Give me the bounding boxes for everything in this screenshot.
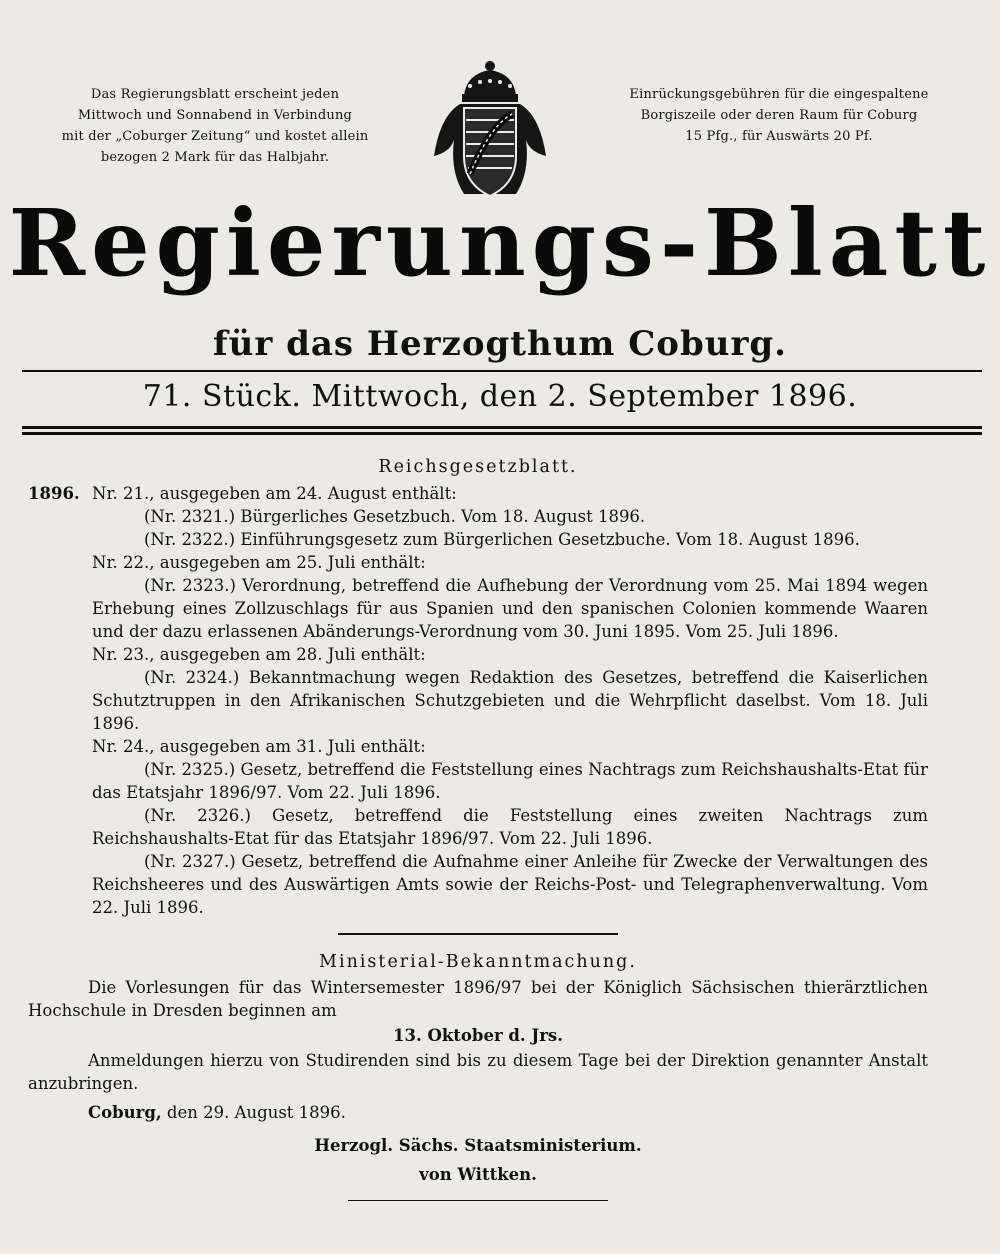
dateline xyxy=(28,1101,928,1124)
subscription-line: mit der „Coburger Zeitung“ und kostet allein xyxy=(61,129,369,144)
announcement-title: Ministerial-Bekanntmachung. xyxy=(319,951,637,972)
announcement-paragraph: Die Vorlesungen für das Wintersemester 1896/97 bei der Königlich Sächsischen thierärztlichen Hochschule in Dresden beginnen am xyxy=(28,977,928,1020)
signature-name: von Wittken. xyxy=(419,1164,537,1184)
start-date: 13. Oktober d. Jrs. xyxy=(393,1025,563,1045)
issue-line: 71. Stück. Mittwoch, den 2. September 1896. xyxy=(142,379,858,414)
header-rule xyxy=(22,370,982,372)
double-rule-top xyxy=(22,426,982,429)
dateline-date: den 29. August 1896. xyxy=(161,1102,346,1122)
law-entry: (Nr. 2321.) Bürgerliches Gesetzbuch. Vom 18. August 1896. xyxy=(144,507,646,526)
law-entry: (Nr. 2326.) Gesetz, betreffend die Feststellung eines zweiten Nachtrags zum Reichshaushalts-Etat für das Etatsjahr 1896/97. Vom 22. Juli 1896. xyxy=(92,806,928,848)
signature-office: Herzogl. Sächs. Staatsministerium. xyxy=(314,1135,642,1155)
law-entry: (Nr. 2325.) Gesetz, betreffend die Feststellung eines Nachtrags zum Reichshaushalts-Etat für das Etatsjahr 1896/97. Vom 22. Juli 1896. xyxy=(92,760,928,802)
section-title: Reichsgesetzblatt. xyxy=(378,457,578,477)
year-label: 1896. xyxy=(28,484,80,503)
issue-heading: Nr. 23., ausgegeben am 28. Juli enthält: xyxy=(92,645,426,664)
rates-line: 15 Pfg., für Auswärts 20 Pf. xyxy=(685,129,873,144)
issue-heading: Nr. 21., ausgegeben am 24. August enthält: xyxy=(92,484,457,503)
law-entry: (Nr. 2322.) Einführungsgesetz zum Bürgerlichen Gesetzbuche. Vom 18. August 1896. xyxy=(144,530,860,549)
subscription-line: bezogen 2 Mark für das Halbjahr. xyxy=(100,150,330,165)
law-entry: (Nr. 2327.) Gesetz, betreffend die Aufnahme einer Anleihe für Zwecke der Verwaltungen des Reichsheeres und des Auswärtigen Amts sowie der Reichs-Post- und Telegraphenverwaltung. Vom 22. Juli 1896. xyxy=(92,852,928,917)
subscription-line: Mittwoch und Sonnabend in Verbindung xyxy=(77,108,353,123)
double-rule-bottom xyxy=(22,432,982,435)
coat-of-arms-icon xyxy=(420,56,560,206)
announcement-paragraph: Anmeldungen hierzu von Studirenden sind bis zu diesem Tage bei der Direktion genannter Anstalt anzubringen. xyxy=(28,1050,928,1093)
law-entry: (Nr. 2324.) Bekanntmachung wegen Redaktion des Gesetzes, betreffend die Kaiserlichen Schutztruppen in den Afrikanischen Schutzgebieten und die Wehrpflicht daselbst. Vom 18. Juli 1896. xyxy=(92,668,928,733)
subscription-notice xyxy=(30,84,400,168)
rates-line: Borgiszeile oder deren Raum für Coburg xyxy=(640,108,918,123)
footer-rule xyxy=(348,1200,608,1202)
issue-heading: Nr. 24., ausgegeben am 31. Juli enthält: xyxy=(92,737,426,756)
document-body xyxy=(28,456,928,1201)
dateline-place: Coburg, xyxy=(88,1102,162,1122)
masthead-title: Regierungs-Blatt xyxy=(8,189,992,297)
masthead-subtitle: für das Herzogthum Coburg. xyxy=(212,324,788,364)
subscription-line: Das Regierungsblatt erscheint jeden xyxy=(90,87,340,102)
law-entry: (Nr. 2323.) Verordnung, betreffend die Aufhebung der Verordnung vom 25. Mai 1894 wegen Erhebung eines Zollzuschlags für aus Spanien und den spanischen Colonien kommende Waaren und der dazu erlassenen Abänderungs-Verordnung vom 30. Juni 1895. Vom 25. Juli 1896. xyxy=(92,576,928,641)
rates-line: Einrückungsgebühren für die eingespaltene xyxy=(629,87,929,102)
advertising-rates xyxy=(588,84,970,147)
section-divider xyxy=(338,933,618,935)
issue-block xyxy=(28,482,928,505)
issue-heading: Nr. 22., ausgegeben am 25. Juli enthält: xyxy=(92,553,426,572)
